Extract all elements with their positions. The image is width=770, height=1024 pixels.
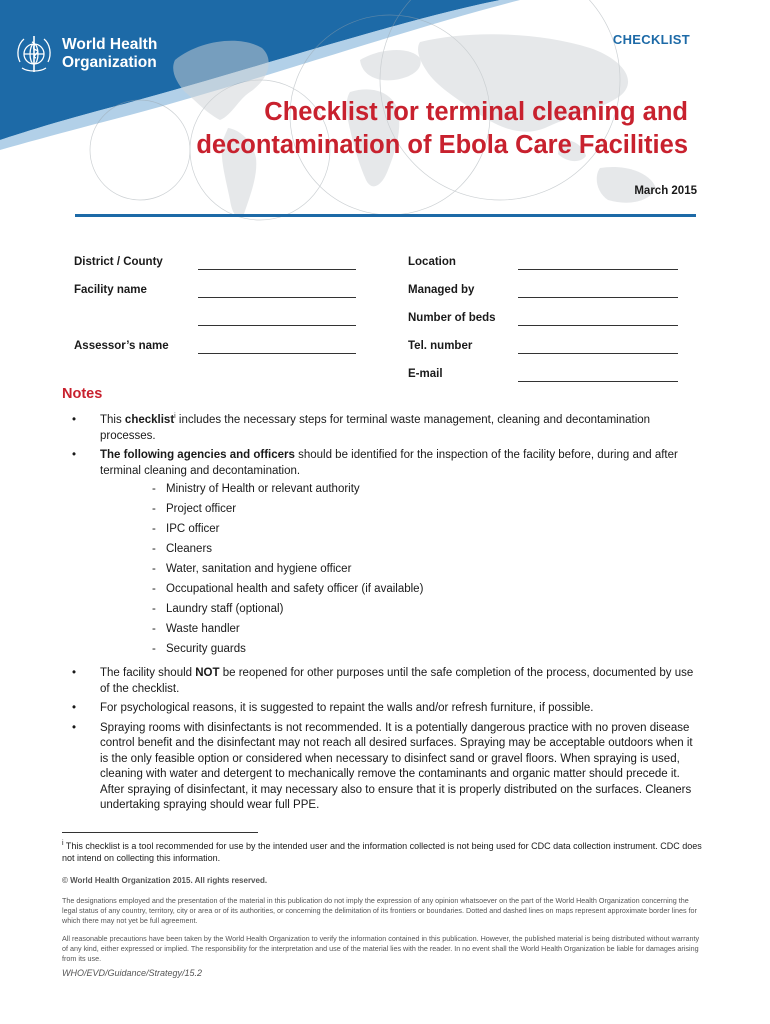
- dash-icon: -: [152, 583, 156, 595]
- facility-field-continued[interactable]: [198, 325, 356, 326]
- who-logo: [12, 32, 157, 76]
- dash-icon: -: [152, 563, 156, 575]
- disclaimer-designations: The designations employed and the presentation of the material in this publication do not imply the expression of any opinion whatsoever on the part of the World Health Organization concerning the legal status of any country, territory, city or area or of its authorities, or concerning the delimitation of its frontiers or boundaries. Dotted and dashed lines on maps represent approximate border lines for which there may not yet be full agreement.: [62, 896, 697, 925]
- agency-item: - Project officer: [100, 502, 704, 522]
- organization-name: [62, 36, 157, 72]
- notes-list: [62, 413, 704, 818]
- bullet-icon: •: [72, 702, 77, 714]
- email-label: E-mail: [408, 368, 443, 380]
- dash-icon: -: [152, 503, 156, 515]
- beds-field[interactable]: [518, 325, 678, 326]
- bullet-icon: •: [72, 414, 77, 426]
- agency-item: - IPC officer: [100, 522, 704, 542]
- agency-item: - Water, sanitation and hygiene officer: [100, 562, 704, 582]
- org-name-line1: World Health: [62, 36, 158, 53]
- district-label: District / County: [74, 256, 163, 268]
- title-divider: [75, 214, 696, 217]
- title-line-2: decontamination of Ebola Care Facilities: [196, 131, 688, 159]
- dash-icon: -: [152, 603, 156, 615]
- document-reference: WHO/EVD/Guidance/Strategy/15.2: [62, 968, 203, 978]
- list-item: • The facility should NOT be reopened for other purposes until the safe completion of the process, documented by use of the checklist.: [72, 667, 694, 695]
- agency-item: - Cleaners: [100, 542, 704, 562]
- dash-icon: -: [152, 543, 156, 555]
- agency-item: - Occupational health and safety officer (if available): [100, 582, 704, 602]
- location-label: Location: [408, 256, 456, 268]
- dash-icon: -: [152, 643, 156, 655]
- dash-icon: -: [152, 483, 156, 495]
- tel-field[interactable]: [518, 353, 678, 354]
- footnote: $^i$ This checklist is a tool recommended for use by the intended user and the information collected is not being used for CDC data collection instrument. CDC does not intend on collecting this information.: [62, 840, 702, 863]
- managed-by-field[interactable]: [518, 297, 678, 298]
- agency-item: - Waste handler: [100, 622, 704, 642]
- notes-heading: Notes: [62, 386, 103, 402]
- agencies-list: [100, 482, 704, 662]
- checklist-tag: CHECKLIST: [612, 32, 690, 47]
- org-name-line2: Organization: [62, 54, 157, 71]
- list-item: • Spraying rooms with disinfectants is not recommended. It is a potentially dangerous practice with no proven disease control benefit and the disinfectant may not reach all desired surfaces. Spraying may be acceptable outdoors when it is the only feasible option or considered when necessary to disinfect sand or gravel floors. When spraying is used, cleaning with water and detergent to mechanically remove the contaminants and organic matter should precede it. After spraying of disinfectant, it may necessary also to ensure that it is properly distributed on the surfaces. Cleaners undertaking spraying should wear full PPE.: [72, 721, 693, 811]
- facility-label: Facility name: [74, 284, 147, 296]
- facility-field[interactable]: [198, 297, 356, 298]
- copyright-notice: © World Health Organization 2015. All rights reserved.: [62, 876, 268, 885]
- agency-item: - Laundry staff (optional): [100, 602, 704, 622]
- district-field[interactable]: [198, 269, 356, 270]
- publication-date: March 2015: [634, 185, 697, 197]
- agency-item: - Security guards: [100, 642, 704, 662]
- assessor-label: Assessor’s name: [74, 340, 169, 352]
- list-item: • This checklist$^i$ includes the necessary steps for terminal waste management, cleaning and decontamination processes.: [72, 413, 651, 442]
- beds-label: Number of beds: [408, 312, 496, 324]
- disclaimer-precautions: All reasonable precautions have been taken by the World Health Organization to verify the information contained in this publication. However, the published material is being distributed without warranty of any kind, either expressed or implied. The responsibility for the interpretation and use of the material lies with the reader. In no event shall the World Health Organization be liable for damages arising from its use.: [62, 934, 700, 963]
- list-item: • The following agencies and officers should be identified for the inspection of the facility before, during and after terminal cleaning and decontamination. - Ministry of Health or relevant authority - Project officer - IPC officer - Cleaners - Water, sanitation and hygiene officer - Occupational health and safety officer (if available) - Laundry staff (optional) - Waste handler - Security guards: [62, 448, 704, 662]
- footnote-divider: [62, 832, 258, 833]
- email-field[interactable]: [518, 381, 678, 382]
- bullet-icon: •: [72, 667, 77, 679]
- who-emblem-icon: [12, 32, 56, 76]
- title-line-1: Checklist for terminal cleaning and: [264, 98, 688, 126]
- dash-icon: -: [152, 623, 156, 635]
- footnote-ref[interactable]: i: [174, 413, 176, 421]
- document-title: [80, 96, 688, 162]
- location-field[interactable]: [518, 269, 678, 270]
- agency-item: - Ministry of Health or relevant authority: [100, 482, 704, 502]
- managed-by-label: Managed by: [408, 284, 475, 296]
- list-item: • For psychological reasons, it is suggested to repaint the walls and/or refresh furniture, if possible.: [62, 701, 704, 717]
- bullet-icon: •: [72, 449, 77, 461]
- dash-icon: -: [152, 523, 156, 535]
- bullet-icon: •: [72, 721, 77, 734]
- tel-label: Tel. number: [408, 340, 473, 352]
- assessor-field[interactable]: [198, 353, 356, 354]
